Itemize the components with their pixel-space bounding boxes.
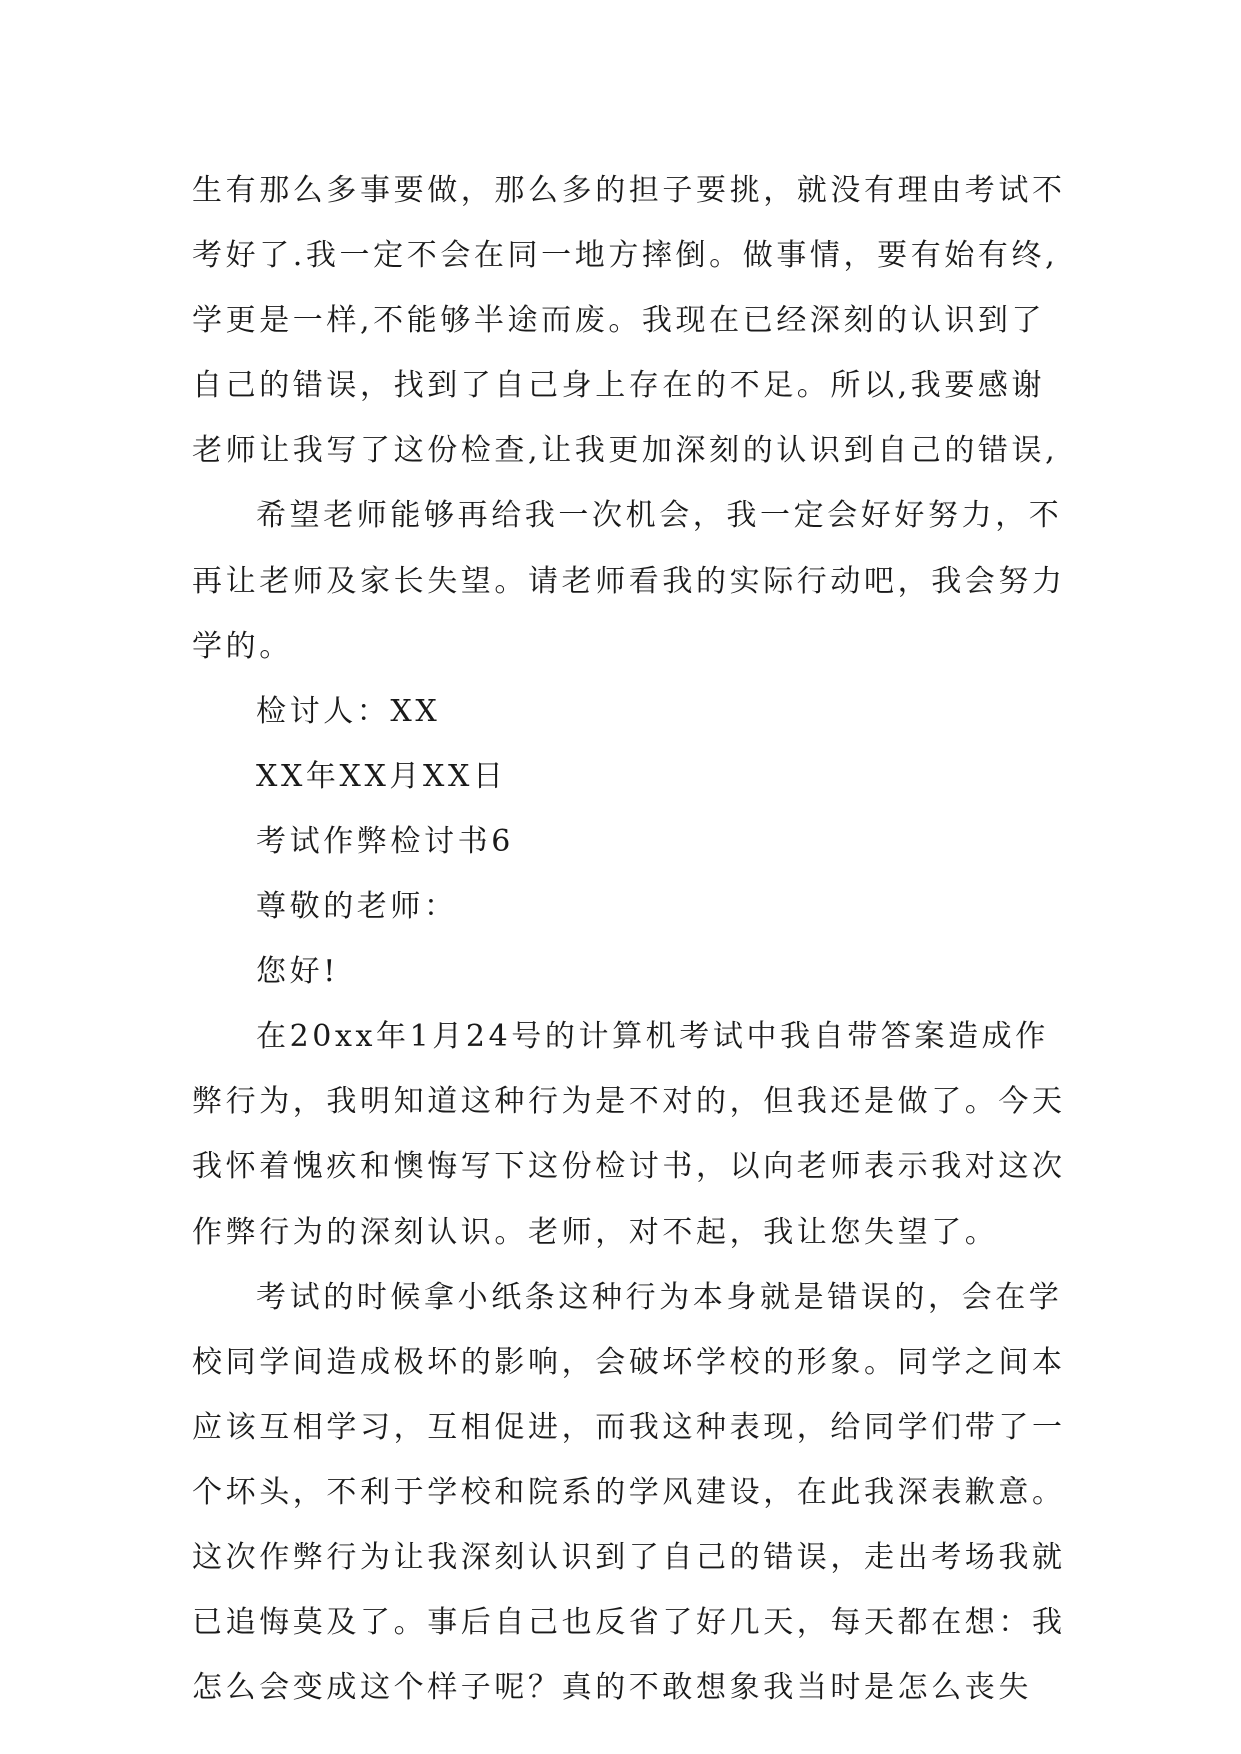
text-line: 已追悔莫及了。事后自己也反省了好几天，每天都在想：我 (192, 1605, 1066, 1641)
text-line: 作弊行为的深刻认识。老师，对不起，我让您失望了。 (192, 1214, 999, 1250)
signature-line: 检讨人：XX (256, 693, 441, 729)
text-line: 学的。 (192, 628, 293, 664)
text-line: 我怀着愧疚和懊悔写下这份检讨书，以向老师表示我对这次 (192, 1149, 1066, 1185)
text-line: 老师让我写了这份检查,让我更加深刻的认识到自己的错误, (192, 433, 1059, 469)
greeting: 您好! (256, 954, 339, 990)
text-line: 应该互相学习，互相促进，而我这种表现，给同学们带了一 (192, 1409, 1066, 1445)
text-line: 考好了.我一定不会在同一地方摔倒。做事情，要有始有终, (192, 238, 1059, 274)
text-line: 怎么会变成这个样子呢？真的不敢想象我当时是怎么丧失 (192, 1670, 1032, 1706)
section-title: 考试作弊检讨书6 (256, 823, 514, 859)
text-line: 自己的错误，找到了自己身上存在的不足。所以,我要感谢 (192, 368, 1046, 404)
text-line: 这次作弊行为让我深刻认识到了自己的错误，走出考场我就 (192, 1539, 1066, 1575)
text-line: 个坏头，不利于学校和院系的学风建设，在此我深表歉意。 (192, 1474, 1066, 1510)
text-line: 校同学间造成极坏的影响，会破坏学校的形象。同学之间本 (192, 1344, 1066, 1380)
date-line: XX年XX月XX日 (256, 758, 507, 794)
text-line: 弊行为，我明知道这种行为是不对的，但我还是做了。今天 (192, 1084, 1066, 1120)
paragraph-start-line: 在20xx年1月24号的计算机考试中我自带答案造成作 (256, 1019, 1049, 1055)
paragraph-start-line: 希望老师能够再给我一次机会，我一定会好好努力，不 (256, 498, 1063, 534)
text-line: 学更是一样,不能够半途而废。我现在已经深刻的认识到了 (192, 303, 1046, 339)
text-line: 再让老师及家长失望。请老师看我的实际行动吧，我会努力 (192, 563, 1066, 599)
salutation: 尊敬的老师： (256, 889, 458, 925)
text-line: 生有那么多事要做，那么多的担子要挑，就没有理由考试不 (192, 173, 1066, 208)
document-body (192, 158, 1072, 1720)
paragraph-start-line: 考试的时候拿小纸条这种行为本身就是错误的，会在学 (256, 1279, 1063, 1315)
